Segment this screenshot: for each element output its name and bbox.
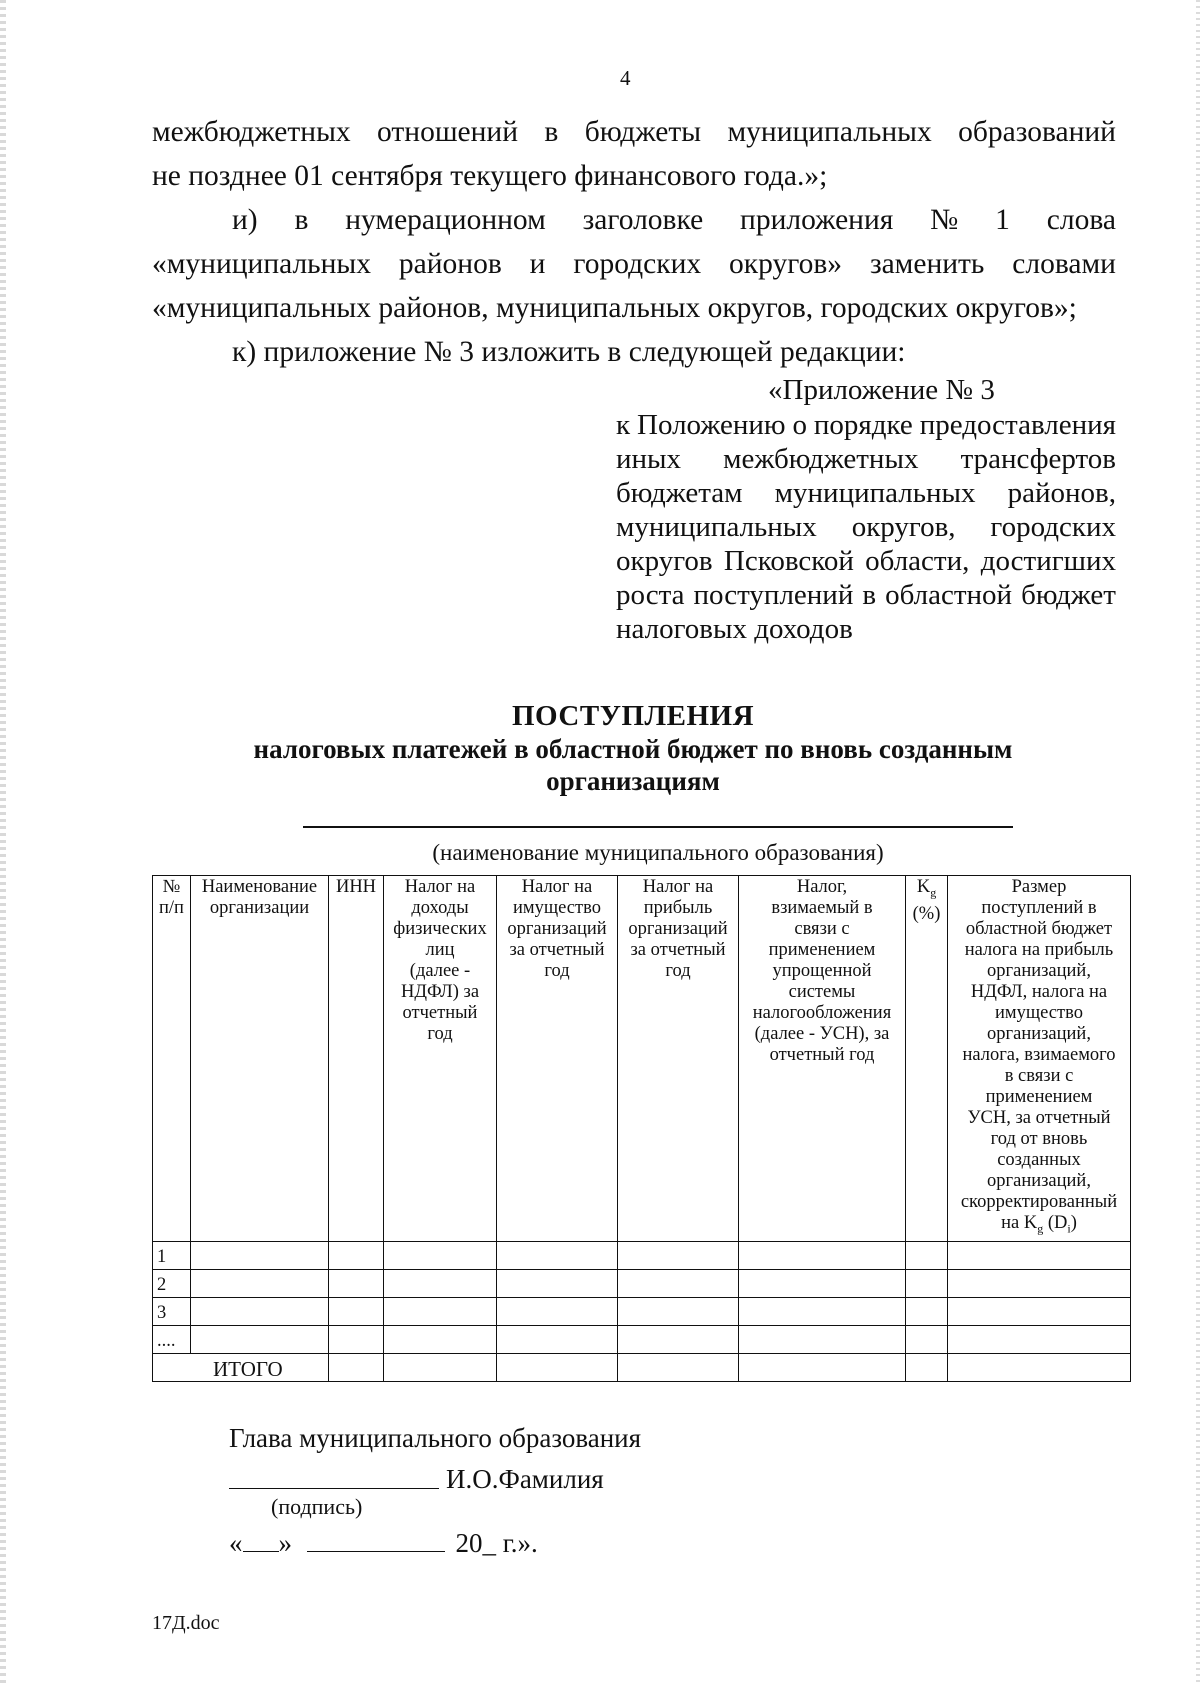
table-row xyxy=(153,1297,1131,1325)
table-header-row xyxy=(153,876,1131,1242)
document-subtitle-line-1: налоговых платежей в областной бюджет по вновь созданным xyxy=(253,734,1013,764)
page-number: 4 xyxy=(620,66,631,90)
table-row xyxy=(153,1325,1131,1353)
header-organization: Наименование организации xyxy=(191,876,329,1242)
paragraph-1-line-2: не позднее 01 сентября текущего финансового года.»; xyxy=(152,160,828,192)
appendix-line: муниципальных округов, городских xyxy=(616,511,1116,543)
municipality-caption: (наименование муниципального образования) xyxy=(432,840,884,865)
header-inn: ИНН xyxy=(329,876,384,1242)
appendix-line: роста поступлений в областной бюджет xyxy=(616,579,1116,611)
header-num: № п/п xyxy=(153,876,191,1242)
document-title: ПОСТУПЛЕНИЯ xyxy=(511,700,755,732)
paragraph-3: к) приложение № 3 изложить в следующей редакции: xyxy=(232,336,906,368)
day-blank xyxy=(243,1527,279,1552)
scan-left-edge xyxy=(0,0,6,1686)
table-total-row xyxy=(153,1353,1131,1381)
date-line: « » 20_ г.». xyxy=(229,1528,538,1558)
file-name: 17Д.doc xyxy=(152,1612,220,1634)
header-ndfl: Налог на доходы физических лиц (далее - НДФЛ) за отчетный год xyxy=(384,876,497,1242)
appendix-line: бюджетам муниципальных районов, xyxy=(616,477,1116,509)
row-number: .... xyxy=(153,1325,191,1353)
table-row xyxy=(153,1269,1131,1297)
paragraph-2-line-2: «муниципальных районов и городских округов» заменить словами xyxy=(152,248,1116,280)
header-property-tax: Налог на имущество организаций за отчетный год xyxy=(497,876,618,1242)
scan-right-edge xyxy=(1196,0,1200,1686)
appendix-line: к Положению о порядке предоставления xyxy=(616,409,1116,441)
header-profit-tax: Налог на прибыль организаций за отчетный год xyxy=(618,876,739,1242)
signature-line xyxy=(229,1488,439,1489)
appendix-line: округов Псковской области, достигших xyxy=(616,545,1116,577)
header-adjusted-receipts: Размер поступлений в областной бюджет налога на прибыль организаций, НДФЛ, налога на имущество организаций, налога, взимаемого в связи с применением УСН, за отчетный год от вновь созданных организаций, скорректированный на $K_g$ $(D_i)$ xyxy=(948,876,1131,1242)
header-kg: $K_g$ (%) xyxy=(906,876,948,1242)
payments-table xyxy=(152,875,1131,1382)
row-number: 2 xyxy=(153,1269,191,1297)
table-row xyxy=(153,1241,1131,1269)
row-number: 1 xyxy=(153,1241,191,1269)
paragraph-2-line-3: «муниципальных районов, муниципальных округов, городских округов»; xyxy=(152,292,1077,324)
signatory-name: И.О.Фамилия xyxy=(446,1464,604,1494)
signature-label: Глава муниципального образования xyxy=(229,1423,642,1453)
paragraph-1-line-1: межбюджетных отношений в бюджеты муниципальных образований xyxy=(152,116,1116,148)
appendix-line: иных межбюджетных трансфертов xyxy=(616,443,1116,475)
signature-caption: (подпись) xyxy=(271,1494,363,1519)
appendix-text xyxy=(616,408,1116,646)
appendix-last-line: налоговых доходов xyxy=(616,613,853,645)
month-blank xyxy=(307,1527,445,1552)
municipality-fill-line xyxy=(303,826,1013,828)
row-number: 3 xyxy=(153,1297,191,1325)
total-label: ИТОГО xyxy=(153,1353,329,1381)
paragraph-2 xyxy=(152,198,1116,330)
appendix-heading: «Приложение № 3 xyxy=(768,374,995,406)
paragraph-1 xyxy=(152,110,1116,198)
paragraph-2-line-1: и) в нумерационном заголовке приложения № 1 слова xyxy=(232,204,1116,236)
document-subtitle-line-2: организациям xyxy=(546,766,720,796)
header-usn-tax: Налог, взимаемый в связи с применением упрощенной системы налогообложения (далее - УСН), за отчетный год xyxy=(739,876,906,1242)
